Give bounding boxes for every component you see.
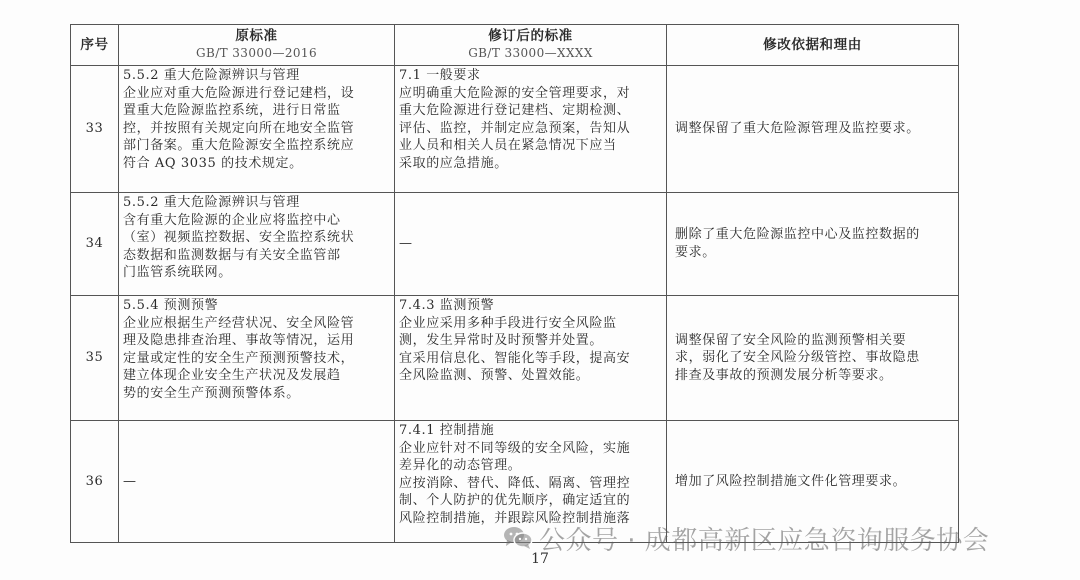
original-clause <box>119 193 395 296</box>
header-original-code: GB/T 33000—2016 <box>196 46 317 60</box>
text-line: 5.5.2 重大危险源辨识与管理 <box>123 68 300 83</box>
text-line: 调整保留了安全风险的监测预警相关要 <box>675 332 907 348</box>
original-clause <box>119 296 395 421</box>
text-line: 部门备案。重大危险源安全监控系统应 <box>123 138 355 154</box>
header-reason-label: 修改依据和理由 <box>763 36 862 53</box>
text-line: 建立体现企业安全生产状况及发展趋 <box>123 368 341 384</box>
row-number: 35 <box>71 296 119 421</box>
text-line: 符合 AQ 3035 的技术规定。 <box>123 155 303 171</box>
text-line: 要求。 <box>675 245 716 260</box>
row-number: 34 <box>71 193 119 296</box>
text-line: 企业应针对不同等级的安全风险，实施 <box>399 440 631 456</box>
revised-clause <box>395 296 667 421</box>
text-line: 差异化的动态管理。 <box>399 458 522 474</box>
header-no <box>71 25 119 66</box>
text-line: 排查及事故的预测发展分析等要求。 <box>675 367 893 383</box>
text-line: 企业应采用多种手段进行安全风险监 <box>399 315 617 331</box>
original-clause <box>119 66 395 193</box>
table-row <box>71 66 959 193</box>
text-line: 测，发生异常时及时预警并处置。 <box>399 333 604 349</box>
text-line: （室）视频监控数据、安全监控系统状 <box>123 230 355 246</box>
text-line: 控，并按照有关规定向所在地安全监管 <box>123 120 355 136</box>
text-line: 7.1 一般要求 <box>399 68 481 83</box>
table-row <box>71 193 959 296</box>
text-line: 定量或定性的安全生产预测预警技术， <box>123 350 355 366</box>
row-number: 33 <box>71 66 119 193</box>
text-line: 采取的应急措施。 <box>399 155 508 171</box>
text-line: 应明确重大危险源的安全管理要求，对 <box>399 85 631 101</box>
header-revised <box>395 25 667 66</box>
text-line: 删除了重大危险源监控中心及监控数据的 <box>675 227 920 243</box>
text-line: 宜采用信息化、智能化等手段，提高安 <box>399 350 631 366</box>
text-line: 全风险监测、预警、处置效能。 <box>399 368 590 384</box>
row-number: 36 <box>71 421 119 543</box>
page-number: 17 <box>531 551 549 567</box>
standard-comparison-table <box>70 24 959 543</box>
header-original <box>119 25 395 66</box>
text-line: 企业应对重大危险源进行登记建档，设 <box>123 85 355 101</box>
wechat-icon <box>503 525 533 551</box>
revised-clause <box>395 66 667 193</box>
header-reason <box>667 25 959 66</box>
revision-reason <box>667 193 959 296</box>
text-line: 置重大危险源监控系统，进行日常监 <box>123 103 341 119</box>
text-line: 重大危险源进行登记建档、定期检测、 <box>399 103 631 119</box>
watermark-text: 公众号 · 成都高新区应急咨询服务协会 <box>539 525 990 556</box>
text-line: 增加了风险控制措施文件化管理要求。 <box>675 473 907 489</box>
revision-reason <box>667 66 959 193</box>
text-line: — <box>399 236 413 252</box>
text-line: 应按消除、替代、降低、隔离、管理控 <box>399 475 631 491</box>
text-line: 业人员和相关人员在紧急情况下应当 <box>399 138 617 154</box>
original-clause <box>119 421 395 543</box>
text-line: 5.5.4 预测预警 <box>123 298 219 313</box>
table-row <box>71 296 959 421</box>
header-revised-label: 修订后的标准 <box>488 28 573 44</box>
header-revised-code: GB/T 33000—XXXX <box>468 46 593 60</box>
text-line: 5.5.2 重大危险源辨识与管理 <box>123 195 300 210</box>
revised-clause <box>395 193 667 296</box>
text-line: 势的安全生产预测预警体系。 <box>123 385 300 401</box>
text-line: 7.4.3 监测预警 <box>399 298 495 313</box>
text-line: 制、个人防护的优先顺序，确定适宜的 <box>399 493 631 509</box>
text-line: 门监管系统联网。 <box>123 265 232 281</box>
text-line: 含有重大危险源的企业应将监控中心 <box>123 212 341 228</box>
revision-reason <box>667 296 959 421</box>
text-line: 企业应根据生产经营状况、安全风险管 <box>123 315 355 331</box>
table-header-row <box>71 25 959 66</box>
header-original-label: 原标准 <box>235 28 278 44</box>
text-line: 调整保留了重大危险源管理及监控要求。 <box>675 121 920 137</box>
text-line: 求，弱化了安全风险分级管控、事故隐患 <box>675 350 920 366</box>
text-line: 态数据和监测数据与有关安全监管部 <box>123 247 341 263</box>
text-line: 7.4.1 控制措施 <box>399 423 495 438</box>
header-no-label: 序号 <box>80 36 109 53</box>
text-line: 风险控制措施，并跟踪风险控制措施落 <box>399 510 631 526</box>
text-line: — <box>123 473 137 489</box>
text-line: 评估、监控，并制定应急预案，告知从 <box>399 120 631 136</box>
text-line: 理及隐患排查治理、事故等情况，运用 <box>123 333 355 349</box>
